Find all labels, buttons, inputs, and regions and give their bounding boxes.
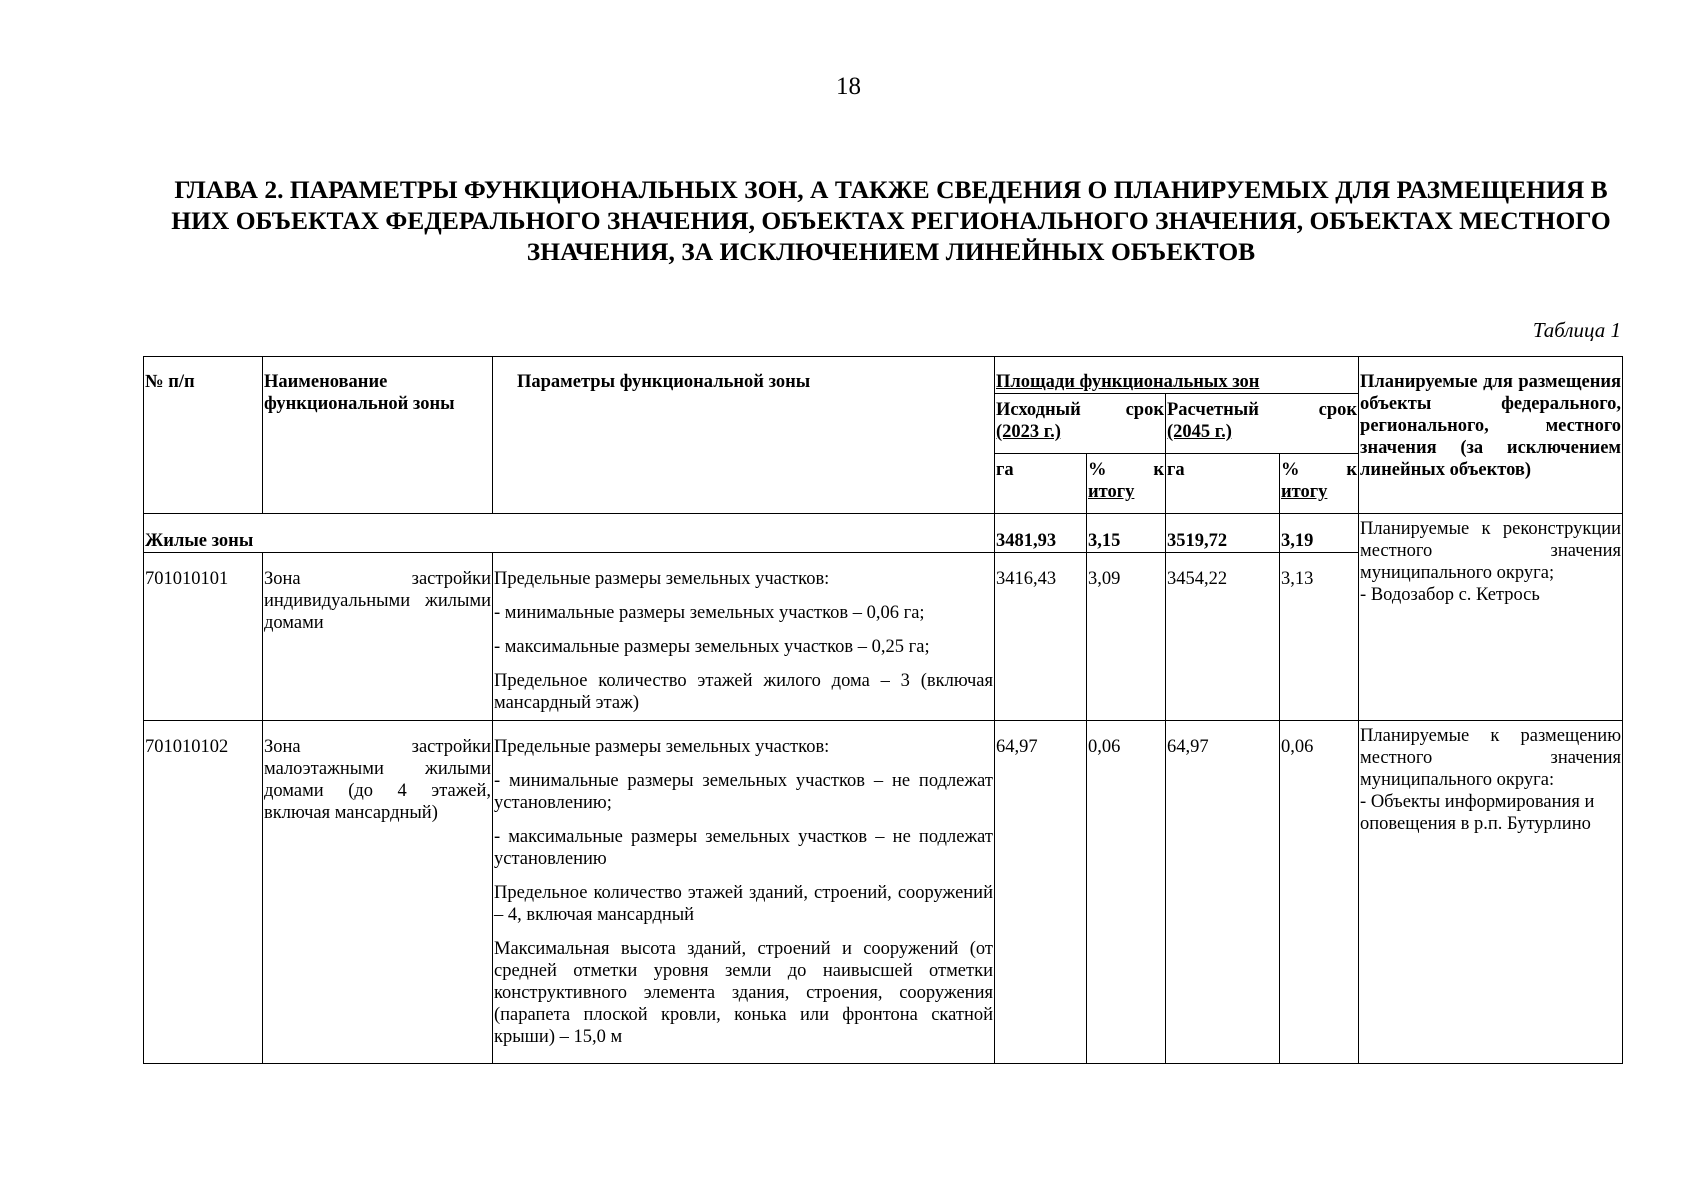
group-label: Жилые зоны: [144, 514, 995, 553]
header-calc-ha: га: [1166, 454, 1280, 514]
table-row: [144, 721, 1623, 1064]
group-row-residential: [144, 514, 1623, 553]
header-areas: Площади функциональных зон: [995, 357, 1359, 394]
row-id: 701010101: [144, 553, 263, 721]
param-line: - максимальные размеры земельных участков – не подлежат установлению: [494, 827, 993, 869]
row-initial-ha: 64,97: [995, 721, 1087, 1064]
table-caption: Таблица 1: [1532, 318, 1621, 342]
row-calc-pct: 3,13: [1280, 553, 1359, 721]
header-initial-period: [995, 394, 1166, 454]
param-line: Предельные размеры земельных участков:: [494, 737, 830, 757]
row-planned-text: Планируемые к размещению местного значения муниципального округа:: [1360, 726, 1622, 790]
param-line: - минимальные размеры земельных участков – 0,06 га;: [494, 603, 925, 623]
header-calc-pct-to: к: [1346, 460, 1358, 480]
header-initial-pct: [1087, 454, 1166, 514]
header-planned: Планируемые для размещения объекты федерального, регионального, местного значения (за исключением линейных объектов): [1359, 357, 1623, 514]
param-line: Максимальная высота зданий, строений и сооружений (от средней отметки уровня земли до наивысшей отметки конструктивного элемента здания, строения, сооружения (парапета плоской кровли, конька или фронтона скатной крыши) – 15,0 м: [494, 939, 993, 1047]
header-initial-pct-sign: %: [1088, 460, 1107, 480]
group-planned-item: - Водозабор с. Кетрось: [1360, 585, 1540, 605]
header-calc-label: Расчетный: [1167, 400, 1259, 420]
row-planned-item: - Объекты информирования и оповещения в р.п. Бутурлино: [1360, 792, 1595, 834]
group-planned-text: Планируемые к реконструкции местного значения муниципального округа;: [1360, 519, 1622, 583]
header-calc-year: (2045 г.): [1167, 422, 1232, 442]
header-calc-pct: [1280, 454, 1359, 514]
group-initial-ha: 3481,93: [995, 514, 1087, 553]
row-params: [493, 721, 995, 1064]
header-calc-pct-total: итогу: [1281, 482, 1328, 502]
header-calc-term: срок: [1318, 400, 1358, 420]
header-initial-label: Исходный: [996, 400, 1081, 420]
header-initial-year: (2023 г.): [996, 422, 1061, 442]
param-line: Предельное количество этажей зданий, строений, сооружений – 4, включая мансардный: [494, 883, 993, 925]
row-initial-ha: 3416,43: [995, 553, 1087, 721]
group-calc-pct: 3,19: [1280, 514, 1359, 553]
header-row-1: [144, 357, 1623, 394]
param-line: - максимальные размеры земельных участков – 0,25 га;: [494, 637, 930, 657]
header-num: № п/п: [144, 357, 263, 514]
header-calc-period: [1166, 394, 1359, 454]
header-initial-ha: га: [995, 454, 1087, 514]
functional-zones-table: [143, 356, 1623, 1064]
group-initial-pct: 3,15: [1087, 514, 1166, 553]
row-zone-name: Зона застройки индивидуальными жилыми домами: [263, 553, 493, 721]
row-calc-pct: 0,06: [1280, 721, 1359, 1064]
row-id: 701010102: [144, 721, 263, 1064]
param-line: Предельное количество этажей жилого дома – 3 (включая мансардный этаж): [494, 671, 993, 713]
row-calc-ha: 64,97: [1166, 721, 1280, 1064]
row-initial-pct: 3,09: [1087, 553, 1166, 721]
group-planned-objects: [1359, 514, 1623, 721]
group-calc-ha: 3519,72: [1166, 514, 1280, 553]
param-line: Предельные размеры земельных участков:: [494, 569, 830, 589]
header-zone-name: Наименование функциональной зоны: [263, 357, 493, 514]
row-initial-pct: 0,06: [1087, 721, 1166, 1064]
header-initial-pct-to: к: [1153, 460, 1164, 480]
row-params: [493, 553, 995, 721]
header-calc-pct-sign: %: [1281, 460, 1300, 480]
row-calc-ha: 3454,22: [1166, 553, 1280, 721]
row-zone-name: Зона застройки малоэтажными жилыми домами (до 4 этажей, включая мансардный): [263, 721, 493, 1064]
header-initial-pct-total: итогу: [1088, 482, 1135, 502]
header-params: Параметры функциональной зоны: [493, 357, 995, 514]
param-line: - минимальные размеры земельных участков – не подлежат установлению;: [494, 771, 993, 813]
header-initial-term: срок: [1125, 400, 1164, 420]
row-planned-objects: [1359, 721, 1623, 1064]
chapter-title: ГЛАВА 2. ПАРАМЕТРЫ ФУНКЦИОНАЛЬНЫХ ЗОН, А ТАКЖЕ СВЕДЕНИЯ О ПЛАНИРУЕМЫХ ДЛЯ РАЗМЕЩЕНИЯ В НИХ ОБЪЕКТАХ ФЕДЕРАЛЬНОГО ЗНАЧЕНИЯ, ОБЪЕКТАХ РЕГИОНАЛЬНОГО ЗНАЧЕНИЯ, ОБЪЕКТАХ МЕСТНОГО ЗНАЧЕНИЯ, ЗА ИСКЛЮЧЕНИЕМ ЛИНЕЙНЫХ ОБЪЕКТОВ: [171, 175, 1611, 266]
page-number: 18: [836, 73, 861, 100]
